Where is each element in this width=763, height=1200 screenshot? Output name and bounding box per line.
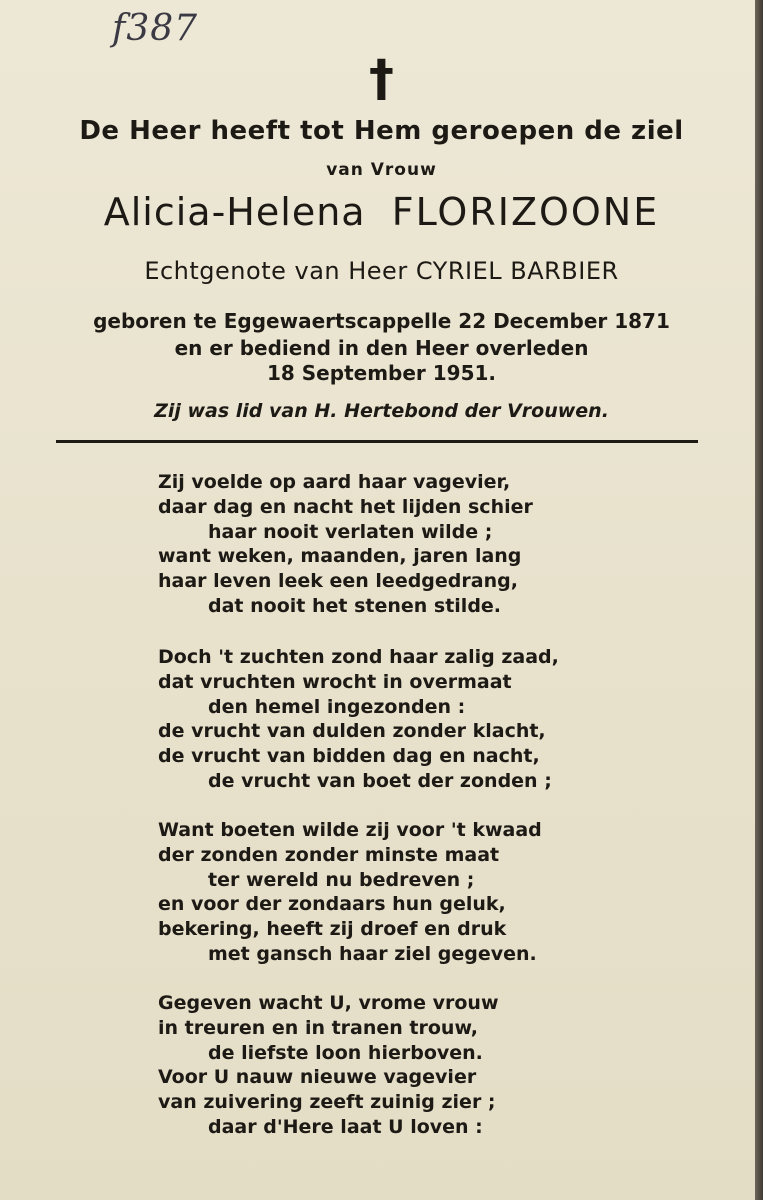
death-line-1: en er bediend in den Heer overleden (174, 336, 589, 360)
poem-line: de vrucht van boet der zonden ; (208, 769, 552, 792)
poem-stanza-3 (158, 818, 718, 967)
poem-stanza-2 (158, 645, 718, 794)
deceased-name (0, 190, 763, 234)
poem-stanza-4 (158, 991, 718, 1140)
spouse-prefix: Echtgenote van Heer (144, 257, 408, 285)
poem-line: Want boeten wilde zij voor 't kwaad (158, 819, 542, 841)
poem-line: en voor der zondaars hun geluk, (158, 893, 506, 916)
birth-line: geboren te Eggewaertscappelle 22 December 1871 (93, 309, 670, 333)
poem-line: Gegeven wacht U, vrome vrouw (158, 992, 499, 1014)
surname: FLORIZOONE (391, 190, 660, 234)
first-names: Alicia-Helena (103, 190, 366, 234)
spouse-name: CYRIEL BARBIER (415, 257, 619, 285)
intro-line: De Heer heeft tot Hem geroepen de ziel (79, 116, 684, 146)
poem-line: ter wereld nu bedreven ; (208, 868, 475, 891)
van-vrouw-line: van Vrouw (326, 160, 437, 180)
poem-line: Voor U nauw nieuwe vagevier (158, 1066, 477, 1089)
divider-rule (56, 440, 698, 443)
card-edge-shadow (755, 0, 763, 1200)
poem-line: Doch 't zuchten zond haar zalig zaad, (158, 646, 559, 668)
poem-line: van zuivering zeeft zuinig zier ; (158, 1091, 496, 1114)
poem-stanza-1 (158, 470, 718, 619)
poem-line: de vrucht van bidden dag en nacht, (158, 745, 540, 768)
poem-line: want weken, maanden, jaren lang (158, 545, 522, 568)
poem-line: met gansch haar ziel gegeven. (208, 942, 537, 965)
poem-line: haar nooit verlaten wilde ; (208, 520, 493, 543)
poem-line: daar dag en nacht het lijden schier (158, 495, 533, 518)
poem-line: dat nooit het stenen stilde. (208, 594, 502, 617)
death-line-2: 18 September 1951. (266, 361, 496, 385)
cross-icon: † (369, 49, 394, 107)
poem-line: Zij voelde op aard haar vagevier, (158, 471, 511, 493)
spouse-line (0, 257, 763, 285)
poem-line: in treuren en in tranen trouw, (158, 1016, 479, 1039)
poem-line: den hemel ingezonden : (208, 695, 466, 718)
archive-number: f387 (112, 8, 199, 49)
poem-line: de vrucht van dulden zonder klacht, (158, 720, 546, 743)
poem-line: bekering, heeft zij droef en druk (158, 918, 507, 941)
poem-line: dat vruchten wrocht in overmaat (158, 670, 512, 693)
poem-line: de liefste loon hierboven. (208, 1041, 483, 1064)
poem-line: daar d'Here laat U loven : (208, 1115, 483, 1138)
poem-line: haar leven leek een leedgedrang, (158, 570, 518, 593)
membership-line: Zij was lid van H. Hertebond der Vrouwen. (154, 400, 609, 422)
poem-line: der zonden zonder minste maat (158, 843, 500, 866)
